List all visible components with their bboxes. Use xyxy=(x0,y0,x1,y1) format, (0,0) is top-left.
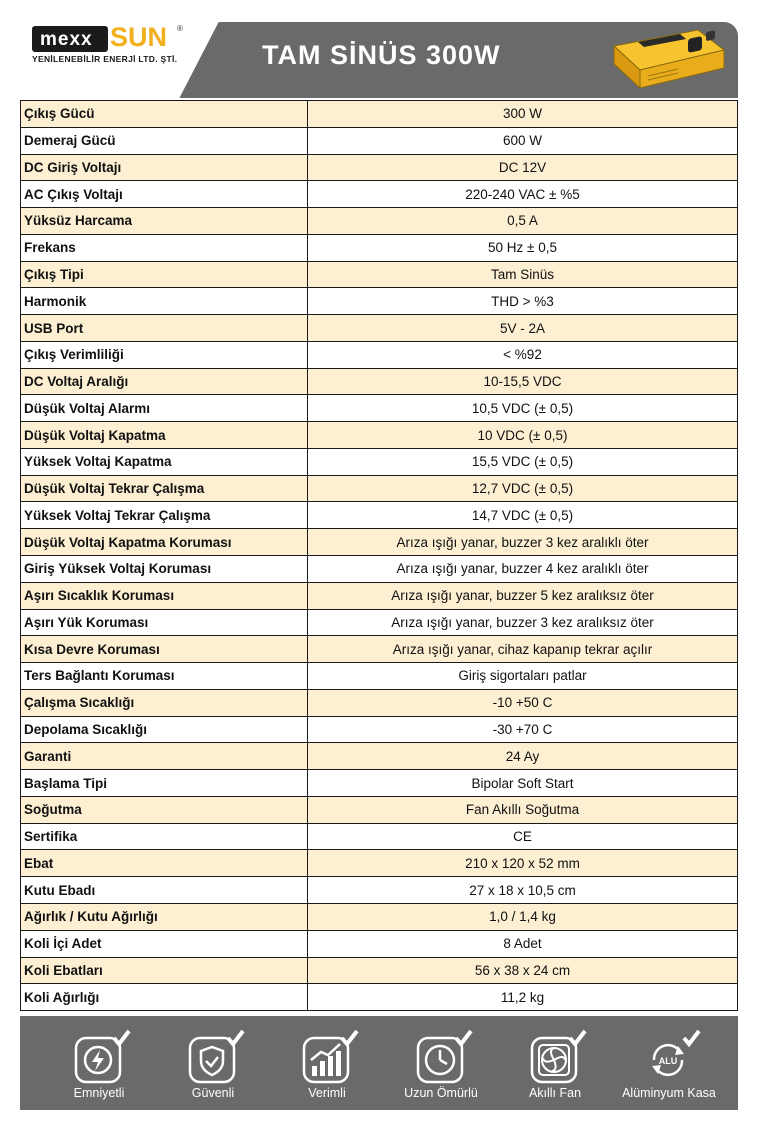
lightning-shield-icon xyxy=(72,1028,132,1086)
feature-aluminyum-kasa xyxy=(610,1016,728,1110)
table-row xyxy=(21,101,738,128)
feature-akilli-fan xyxy=(496,1016,614,1110)
spec-label: Çıkış Gücü xyxy=(21,101,308,128)
spec-label: Aşırı Yük Koruması xyxy=(21,609,308,636)
table-row xyxy=(21,823,738,850)
spec-value: Arıza ışığı yanar, buzzer 3 kez aralıksız öter xyxy=(308,609,738,636)
spec-value: 300 W xyxy=(308,101,738,128)
logo-text-mexx: mexx xyxy=(40,29,93,50)
alu-recycle-icon xyxy=(642,1028,702,1086)
table-row xyxy=(21,475,738,502)
feature-label: Emniyetli xyxy=(73,1086,125,1100)
fan-icon xyxy=(528,1028,588,1086)
feature-label: Akıllı Fan xyxy=(528,1086,582,1100)
table-row xyxy=(21,154,738,181)
table-row xyxy=(21,208,738,235)
spec-value: -10 +50 C xyxy=(308,689,738,716)
spec-value: Arıza ışığı yanar, buzzer 4 kez aralıklı öter xyxy=(308,556,738,583)
feature-label: Güvenli xyxy=(191,1086,235,1100)
spec-label: Yüksek Voltaj Kapatma xyxy=(21,448,308,475)
table-row xyxy=(21,315,738,342)
table-row xyxy=(21,957,738,984)
spec-value: < %92 xyxy=(308,341,738,368)
spec-label: DC Voltaj Aralığı xyxy=(21,368,308,395)
spec-label: Kutu Ebadı xyxy=(21,877,308,904)
spec-label: AC Çıkış Voltajı xyxy=(21,181,308,208)
spec-value: 600 W xyxy=(308,127,738,154)
spec-label: USB Port xyxy=(21,315,308,342)
feature-label: Verimli xyxy=(308,1086,346,1100)
table-row xyxy=(21,288,738,315)
table-row xyxy=(21,716,738,743)
table-row xyxy=(21,663,738,690)
spec-table-body xyxy=(21,101,738,1011)
spec-label: Soğutma xyxy=(21,796,308,823)
spec-label: Harmonik xyxy=(21,288,308,315)
table-row xyxy=(21,556,738,583)
page-title: TAM SİNÜS 300W xyxy=(262,40,501,70)
spec-value: 27 x 18 x 10,5 cm xyxy=(308,877,738,904)
feature-label: Uzun Ömürlü xyxy=(404,1086,478,1100)
spec-value: 5V - 2A xyxy=(308,315,738,342)
spec-label: Ebat xyxy=(21,850,308,877)
spec-value: CE xyxy=(308,823,738,850)
logo-box xyxy=(32,26,108,52)
spec-label: Depolama Sıcaklığı xyxy=(21,716,308,743)
spec-label: Frekans xyxy=(21,234,308,261)
spec-value: 12,7 VDC (± 0,5) xyxy=(308,475,738,502)
spec-label: Garanti xyxy=(21,743,308,770)
spec-value: Arıza ışığı yanar, buzzer 5 kez aralıksız öter xyxy=(308,582,738,609)
inverter-product-image xyxy=(608,24,726,94)
spec-label: Koli Ağırlığı xyxy=(21,984,308,1011)
spec-value: DC 12V xyxy=(308,154,738,181)
feature-label: Alüminyum Kasa xyxy=(622,1086,716,1100)
registered-icon: ® xyxy=(177,24,183,33)
spec-label: Başlama Tipi xyxy=(21,770,308,797)
spec-value: 14,7 VDC (± 0,5) xyxy=(308,502,738,529)
table-row xyxy=(21,127,738,154)
spec-value: 15,5 VDC (± 0,5) xyxy=(308,448,738,475)
table-row xyxy=(21,984,738,1011)
logo-text-sun: SUN xyxy=(110,22,168,52)
spec-value: Giriş sigortaları patlar xyxy=(308,663,738,690)
spec-value: Arıza ışığı yanar, buzzer 3 kez aralıklı öter xyxy=(308,529,738,556)
spec-value: 0,5 A xyxy=(308,208,738,235)
table-row xyxy=(21,422,738,449)
table-row xyxy=(21,502,738,529)
spec-label: Düşük Voltaj Tekrar Çalışma xyxy=(21,475,308,502)
spec-value: Arıza ışığı yanar, cihaz kapanıp tekrar açılır xyxy=(308,636,738,663)
feature-verimli xyxy=(268,1016,386,1110)
feature-uzun-omurlu xyxy=(382,1016,500,1110)
spec-label: Koli İçi Adet xyxy=(21,930,308,957)
table-row xyxy=(21,743,738,770)
table-row xyxy=(21,796,738,823)
table-row xyxy=(21,850,738,877)
spec-value: 11,2 kg xyxy=(308,984,738,1011)
spec-label: Kısa Devre Koruması xyxy=(21,636,308,663)
header xyxy=(0,0,760,98)
spec-label: Çıkış Tipi xyxy=(21,261,308,288)
spec-label: Yüksek Voltaj Tekrar Çalışma xyxy=(21,502,308,529)
rising-chart-icon xyxy=(300,1028,360,1086)
feature-emniyetli xyxy=(40,1016,158,1110)
spec-label: Ters Bağlantı Koruması xyxy=(21,663,308,690)
spec-label: Çalışma Sıcaklığı xyxy=(21,689,308,716)
table-row xyxy=(21,261,738,288)
spec-label: Giriş Yüksek Voltaj Koruması xyxy=(21,556,308,583)
spec-value: THD > %3 xyxy=(308,288,738,315)
company-name: YENİLENEBİLİR ENERJİ LTD. ŞTİ. xyxy=(32,54,178,64)
spec-label: Çıkış Verimliliği xyxy=(21,341,308,368)
spec-value: 220-240 VAC ± %5 xyxy=(308,181,738,208)
spec-label: DC Giriş Voltajı xyxy=(21,154,308,181)
spec-value: 10,5 VDC (± 0,5) xyxy=(308,395,738,422)
spec-value: 24 Ay xyxy=(308,743,738,770)
spec-value: 210 x 120 x 52 mm xyxy=(308,850,738,877)
spec-label: Sertifika xyxy=(21,823,308,850)
spec-value: Fan Akıllı Soğutma xyxy=(308,796,738,823)
spec-value: 50 Hz ± 0,5 xyxy=(308,234,738,261)
table-row xyxy=(21,689,738,716)
spec-value: Tam Sinüs xyxy=(308,261,738,288)
spec-label: Aşırı Sıcaklık Koruması xyxy=(21,582,308,609)
table-row xyxy=(21,609,738,636)
spec-value: Bipolar Soft Start xyxy=(308,770,738,797)
table-row xyxy=(21,582,738,609)
alu-icon-text: ALU xyxy=(658,1056,678,1066)
brand-logo xyxy=(32,22,212,64)
table-row xyxy=(21,770,738,797)
spec-label: Düşük Voltaj Alarmı xyxy=(21,395,308,422)
table-row xyxy=(21,181,738,208)
spec-value: 1,0 / 1,4 kg xyxy=(308,903,738,930)
table-row xyxy=(21,234,738,261)
spec-label: Düşük Voltaj Kapatma Koruması xyxy=(21,529,308,556)
spec-value: -30 +70 C xyxy=(308,716,738,743)
spec-table xyxy=(20,100,738,1011)
table-row xyxy=(21,877,738,904)
table-row xyxy=(21,448,738,475)
table-row xyxy=(21,341,738,368)
spec-value: 56 x 38 x 24 cm xyxy=(308,957,738,984)
clock-icon xyxy=(414,1028,474,1086)
spec-label: Düşük Voltaj Kapatma xyxy=(21,422,308,449)
spec-label: Yüksüz Harcama xyxy=(21,208,308,235)
table-row xyxy=(21,636,738,663)
table-row xyxy=(21,529,738,556)
shield-check-icon xyxy=(186,1028,246,1086)
spec-label: Koli Ebatları xyxy=(21,957,308,984)
spec-value: 10-15,5 VDC xyxy=(308,368,738,395)
table-row xyxy=(21,930,738,957)
spec-label: Demeraj Gücü xyxy=(21,127,308,154)
table-row xyxy=(21,903,738,930)
features-bar xyxy=(20,1016,738,1110)
spec-value: 8 Adet xyxy=(308,930,738,957)
table-row xyxy=(21,368,738,395)
table-row xyxy=(21,395,738,422)
spec-label: Ağırlık / Kutu Ağırlığı xyxy=(21,903,308,930)
feature-guvenli xyxy=(154,1016,272,1110)
spec-value: 10 VDC (± 0,5) xyxy=(308,422,738,449)
